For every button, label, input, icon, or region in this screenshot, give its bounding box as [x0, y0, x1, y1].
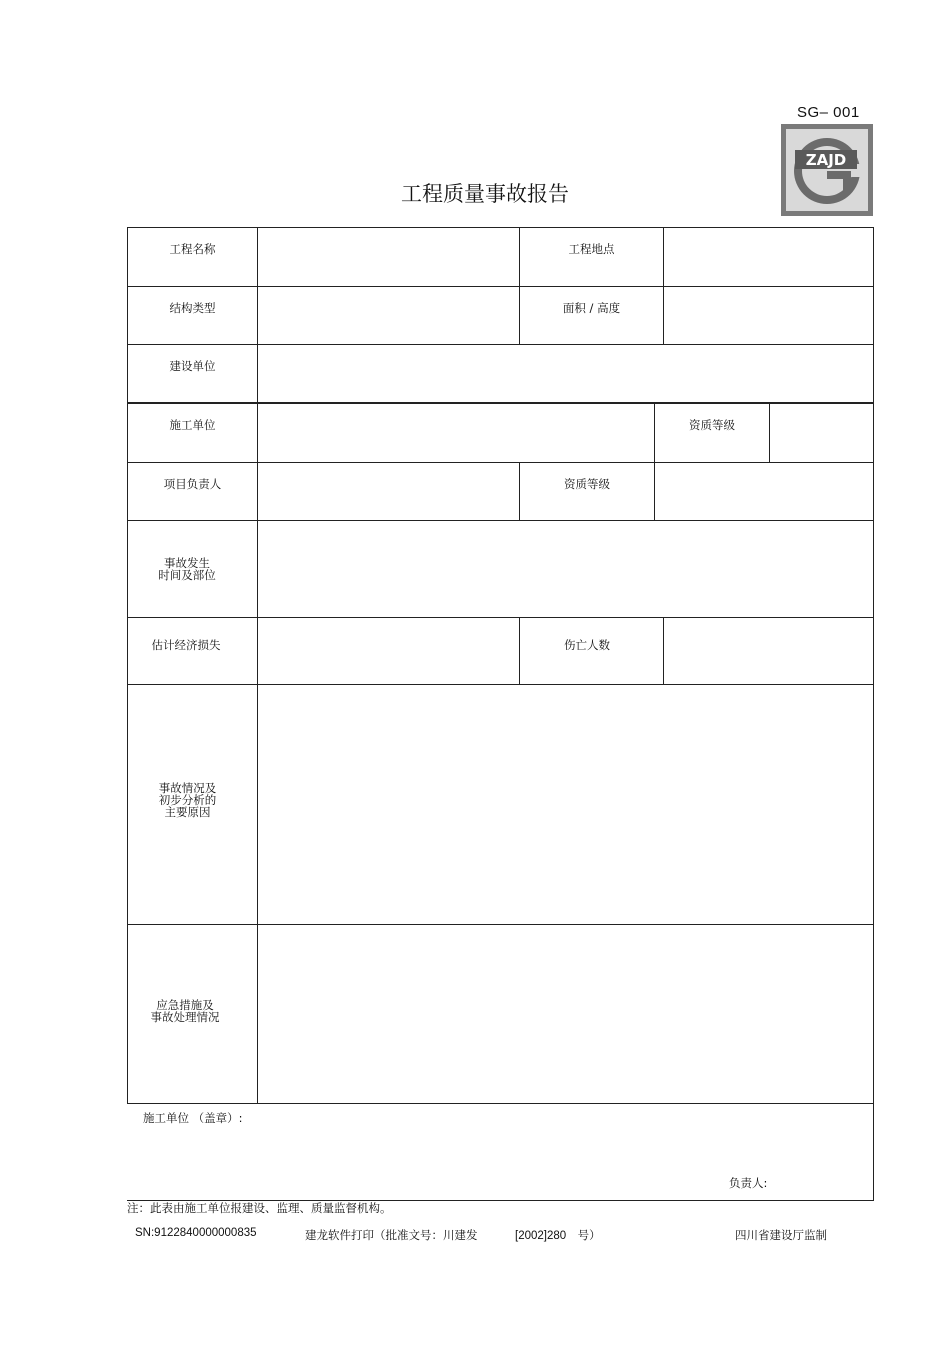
casualties-label: 伤亡人数 — [564, 637, 610, 652]
structure-type-field[interactable] — [258, 287, 519, 344]
accident-analysis-label: 事故情况及 初步分析的 主要原因 — [158, 781, 217, 819]
seal-label: 施工单位 （盖章）: — [143, 1111, 243, 1125]
accident-time-location-label: 事故发生 时间及部位 — [158, 556, 216, 582]
economic-loss-field[interactable] — [258, 618, 519, 684]
manager-qualification-field[interactable] — [655, 463, 873, 520]
economic-loss-label: 估计经济损失 — [151, 637, 221, 652]
manager-qualification-label: 资质等级 — [564, 477, 610, 491]
svg-text:ZAJD: ZAJD — [805, 151, 847, 169]
software-print-info: 建龙软件打印（批准文号：川建发 — [305, 1228, 478, 1242]
footer-note: 注：此表由施工单位报建设、监理、质量监督机构。 — [127, 1201, 392, 1215]
issuer-label: 四川省建设厅监制 — [735, 1228, 827, 1242]
area-height-label: 面积 / 高度 — [562, 301, 621, 315]
responsible-label: 负责人: — [729, 1176, 768, 1190]
accident-analysis-field[interactable] — [258, 685, 873, 924]
owner-unit-field[interactable] — [258, 345, 873, 402]
area-height-field[interactable] — [664, 287, 873, 344]
approval-doc-number: [2002]280 号） — [515, 1230, 601, 1242]
page-title: 工程质量事故报告 — [401, 182, 569, 206]
serial-number: SN:9122840000000835 — [135, 1227, 257, 1239]
project-location-label: 工程地点 — [568, 242, 615, 256]
construction-unit-field[interactable] — [258, 404, 654, 462]
qualification-grade-label: 资质等级 — [689, 418, 735, 432]
project-manager-label: 项目负责人 — [163, 477, 222, 491]
emergency-measures-label: 应急措施及 事故处理情况 — [150, 998, 220, 1024]
owner-unit-label: 建设单位 — [169, 359, 216, 373]
zajd-logo-graphic — [781, 124, 873, 216]
structure-type-label: 结构类型 — [169, 301, 216, 315]
construction-unit-label: 施工单位 — [169, 418, 216, 432]
emergency-measures-field[interactable] — [258, 925, 873, 1103]
project-manager-field[interactable] — [258, 463, 519, 520]
project-name-label: 工程名称 — [169, 242, 216, 256]
form-code: SG– 001 — [797, 104, 860, 121]
zajd-logo — [781, 124, 873, 216]
accident-time-location-field[interactable] — [258, 521, 873, 617]
casualties-field[interactable] — [664, 618, 873, 684]
project-name-field[interactable] — [258, 228, 519, 286]
project-location-field[interactable] — [664, 228, 873, 286]
qualification-grade-field[interactable] — [770, 404, 873, 462]
